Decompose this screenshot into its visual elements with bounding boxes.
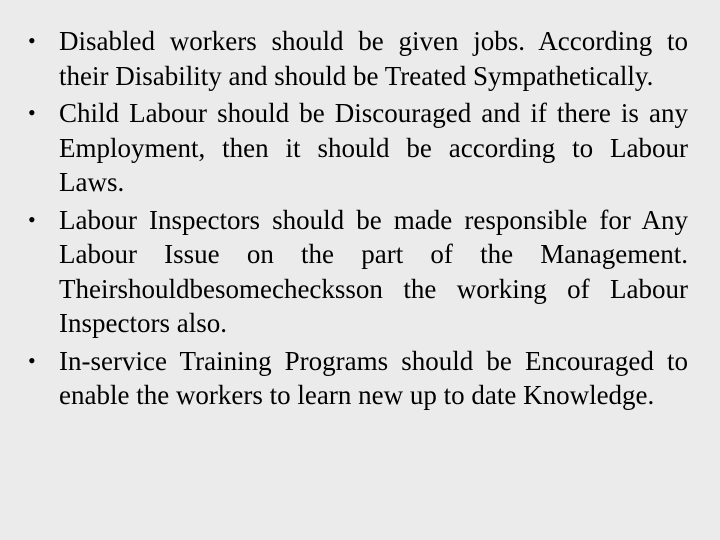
bullet-icon: •: [28, 347, 36, 373]
bullet-item-child-labour: [28, 96, 688, 200]
bullet-text: Labour Inspectors should be made responsible for Any Labour Issue on the part of the Management. Theirshouldbesomechecksson the working of Labour Inspectors also.: [59, 204, 688, 338]
bullet-item-in-service-training: [28, 344, 688, 413]
bullet-text: In-service Training Programs should be Encouraged to enable the workers to learn new up to date Knowledge.: [59, 345, 688, 410]
bullet-icon: •: [28, 206, 36, 232]
bullet-icon: •: [28, 28, 36, 53]
bullet-item-disabled-workers: [28, 24, 688, 93]
bullet-item-labour-inspectors: [28, 203, 688, 341]
bullet-text: Child Labour should be Discouraged and if there is any Employment, then it should be according to Labour Laws.: [59, 98, 688, 197]
bullet-text: Disabled workers should be given jobs. According to their Disability and should be Treated Sympathetically.: [59, 26, 688, 91]
bullet-list: [28, 24, 688, 416]
bullet-icon: •: [28, 100, 36, 125]
